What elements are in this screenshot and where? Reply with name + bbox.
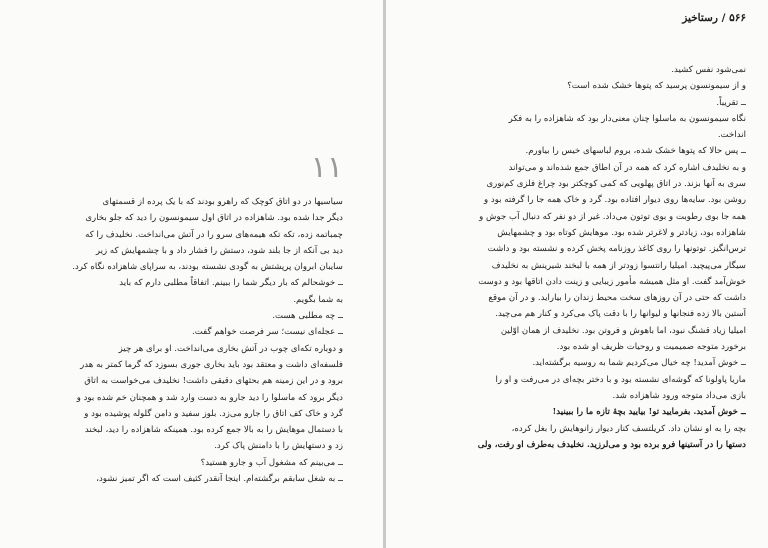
text-line: برخورد متوجه صمیمیت و روحیات ظریف او شده بود. <box>556 342 746 353</box>
text-line: ــ خوشحالم که بار دیگر شما را ببینم. اتفاقاً مطلبی دارم که باید <box>119 278 343 289</box>
text-line: سیگار می‌پیچید. امیلیا رانتسوا زودتر از همه با لبخند شیرینش به نخلیدف <box>491 260 746 271</box>
text-line: دیگر برود که ماسلوا را دید جارو به دست وارد شد و همچنان خم شده بود و <box>76 392 343 403</box>
text-line: ــ به شغل سابقم برگشته‌ام. اینجا آنقدر کثیف است که اگر تمیز نشود، <box>96 474 343 485</box>
text-line: ــ خوش آمدید. بفرمایید تو! بیایید بچهٔ تازه ما را ببینید! <box>552 407 746 418</box>
right-page <box>386 0 768 548</box>
running-head: ۵۶۶ / رستاخیز <box>682 12 746 24</box>
text-line: و به نخلیدف اشاره کرد که همه در آن اطاق جمع شده‌اند و می‌تواند <box>508 162 746 173</box>
text-line: ــ خوش آمدید! چه خیال می‌کردیم شما به روسیه برگشته‌اید. <box>532 358 746 369</box>
text-line: نمی‌شود نفس کشید. <box>671 65 746 75</box>
text-line: سایبان ابروان پرپشتش به گودی نشسته بودند، به سراپای شاهزاده نگاه کرد. <box>72 262 343 273</box>
text-line: گرد و خاک کف اتاق را جارو می‌زد. بلوز سفید و دامن گلوله پوشیده بود و <box>84 408 343 419</box>
text-line: ــ چه مطلبی هست. <box>272 311 343 322</box>
book-spine <box>383 0 386 548</box>
text-line: ــ عجله‌ای نیست؛ سر فرصت خواهم گفت. <box>191 327 343 338</box>
text-line: چمباتمه زده، تکه تکه هیمه‌های سرو را در آتش می‌انداخت. نخلیدف را که <box>85 229 343 240</box>
text-line: فلسفه‌ای داشت و معتقد بود باید بخاری جوری بسوزد که گرما کمتر به هدر <box>80 359 343 370</box>
left-page-text <box>21 194 343 487</box>
text-line: ــ پس حالا که پتوها خشک شده، بروم لباسهای خیس را بیاورم. <box>525 146 746 157</box>
right-page-text <box>408 62 746 453</box>
left-page <box>0 0 383 548</box>
text-line: دیگر جدا شده بود. شاهزاده در اتاق اول سیمونسون را دید که جلو بخاری <box>85 213 343 224</box>
text-line: به شما بگویم. <box>293 294 343 305</box>
text-line: نگاه سیمونسون به ماسلوا چنان معنی‌دار بود که شاهزاده را به فکر <box>508 113 746 124</box>
text-line: همه جا بوی رطوبت و بوی توتون می‌داد. غیر از دو نفر که دنبال آب جوش و <box>479 211 746 222</box>
text-line: زد و دستهایش را با دامنش پاک کرد. <box>214 441 343 452</box>
text-line: شاهزاده بود، زیادتر و لاغرتر شده بود. موهایش کوتاه بود و چشمهایش <box>497 227 746 238</box>
text-line: داشت که حتی در آن روزهای سخت محیط زندان را بیاراید. و در آن موقع <box>488 293 746 304</box>
text-line: ــ تقریباً. <box>716 97 746 108</box>
text-line: و دوباره تکه‌ای چوب در آتش بخاری می‌انداخت. او برای هر چیز <box>118 343 343 354</box>
text-line: دستها را در آستینها فرو برده بود و می‌لرزید. نخلیدف به‌طرف او رفت، ولی <box>477 439 746 450</box>
text-line: ــ می‌بینم که مشغول آب و جارو هستید؟ <box>200 457 343 468</box>
text-line: خوش‌آمد گفت. او مثل همیشه مأمور زیبایی و زینت دادن اتاقها بود و دوست <box>478 276 746 287</box>
text-line: و از سیمونسون پرسید که پتوها خشک شده است؟ <box>567 81 746 92</box>
text-line: ترس‌انگیز. توتونها را روی کاغذ روزنامه پخش کرده و نشسته بود و داشت <box>487 244 746 255</box>
text-line: بازی می‌داد متوجه ورود شاهزاده شد. <box>612 390 746 401</box>
text-line: دید بی آنکه از جا بلند شود، دستش را فشار داد و با چشمهایش که زیر <box>95 245 343 256</box>
chapter-number: ۱۱ <box>310 150 343 185</box>
text-line: بچه را به او نشان داد. کریلتسف کنار دیوار زانوهایش را بغل کرده، <box>511 423 746 434</box>
text-line: برود و در این زمینه هم بحثهای دقیقی داشت! نخلیدف می‌خواست به اتاق <box>84 376 343 387</box>
text-line: انداخت. <box>717 130 746 141</box>
text-line: آستین بالا زده فنجانها و لیوانها را با دقت پاک می‌کرد و کنار هم می‌چید. <box>495 309 746 320</box>
text-line: ماریا پاولونا که گوشه‌ای نشسته بود و با دختر بچه‌ای در می‌رفت و او را <box>495 374 746 385</box>
text-line: امیلیا زیاد قشنگ نبود، اما باهوش و فروتن بود. نخلیدف از همان اوّلین <box>500 325 746 336</box>
text-line: سیاسیها در دو اتاق کوچک که راهرو بودند که با یک پرده از قسمتهای <box>102 197 343 207</box>
text-line: روشن بود. سایه‌ها روی دیوار افتاده بود. گرد و خاک همه جا را گرفته بود و <box>484 195 746 206</box>
text-line: با دستمال موهایش را به بالا جمع کرده بود. همینکه شاهزاده را دید، لبخند <box>84 425 343 436</box>
text-line: سری به آنها بزند. در اتاق پهلویی که کمی کوچکتر بود چراغ فلزی کم‌نوری <box>486 179 746 190</box>
